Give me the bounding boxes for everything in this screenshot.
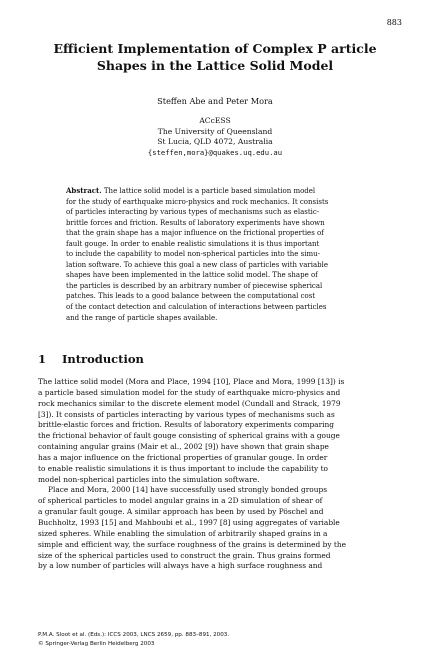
body-line: Place and Mora, 2000 [14] have successfully used strongly bonded groups (48, 485, 328, 495)
abstract-line (66, 186, 366, 197)
abstract-line: for the study of earthquake micro-physics and rock mechanics. It consists (66, 197, 329, 206)
body-line: size of the spherical particles used to construct the grain. Thus grains formed (38, 550, 331, 560)
abstract-line: the particles is described by an arbitrary number of piecewise spherical (66, 281, 323, 290)
body-line: has a major influence on the frictional properties of granular gouge. In order (38, 452, 328, 462)
affiliation-city: St Lucia, QLD 4072, Australia (157, 137, 273, 146)
body-line: by a low number of particles will always have a high surface roughness and (38, 561, 323, 571)
abstract-line: shapes have been implemented in the lattice solid model. The shape of (66, 271, 318, 280)
body-line: rock mechanics similar to the discrete element model (Cundall and Strack, 1979 (38, 398, 341, 408)
section-heading (38, 352, 144, 366)
title-line: Shapes in the Lattice Solid Model (96, 58, 334, 73)
body-line: a particle based simulation model for the study of earthquake micro-physics and (38, 387, 341, 397)
body-line: the frictional behavior of fault gouge consisting of spherical grains with a gouge (38, 431, 340, 441)
footer-copyright: © Springer-Verlag Berlin Heidelberg 2003 (38, 640, 155, 647)
body-line: containing angular grains (Mair et al., 2002 [9]) have shown that grain shape (38, 442, 329, 452)
body-line: brittle-elastic forces and friction. Results of laboratory experiments comparing (38, 420, 334, 430)
body-line: sized spheres. While enabling the simulation of arbitrarily shaped grains in a (38, 528, 328, 538)
affiliation-university: The University of Queensland (157, 126, 273, 136)
abstract-line: of particles interacting by various types of mechanisms such as elastic- (66, 208, 320, 217)
affiliation-org: ACcESS (199, 116, 231, 125)
abstract-text: The lattice solid model is a particle based simulation model (103, 187, 316, 195)
abstract-line: brittle forces and friction. Results of laboratory experiments have shown (66, 218, 325, 227)
body-line: model non-spherical particles into the simulation software. (38, 474, 260, 484)
footer (38, 631, 229, 648)
abstract-line: to include the capability to model non-spherical particles into the simu- (66, 250, 320, 259)
affiliation (0, 116, 430, 158)
section-number: 1 (38, 352, 47, 366)
paper-title (40, 40, 390, 74)
body-line: of spherical particles to model angular grains in a 2D simulation of shear of (38, 496, 323, 506)
abstract-label: Abstract. (66, 186, 102, 195)
abstract-line: of the contact detection and calculation of interactions between particles (66, 303, 327, 312)
body-line: [3]). It consists of particles interacting by various types of mechanisms such as (38, 409, 335, 419)
body-text (38, 377, 394, 572)
body-line: Buchholtz, 1993 [15] and Mahboubi et al., 1997 [8] using aggregates of variable (38, 517, 340, 527)
abstract-line: and the range of particle shapes available. (66, 313, 218, 322)
section-title: Introduction (62, 352, 144, 366)
title-line: Efficient Implementation of Complex P article (53, 41, 377, 56)
abstract-line: patches. This leads to a good balance between the computational cost (66, 292, 316, 301)
author-email: {steffen,mora}@quakes.uq.edu.au (147, 147, 283, 157)
footer-citation: P.M.A. Sloot et al. (Eds.): ICCS 2003, LNCS 2659, pp. 883–891, 2003. (38, 632, 230, 638)
abstract-line: fault gouge. In order to enable realistic simulations it is thus important (66, 239, 320, 248)
abstract-line: that the grain shape has a major influence on the frictional properties of (66, 229, 324, 238)
abstract (66, 186, 366, 323)
page-number: 883 (386, 18, 402, 27)
abstract-line: lation software. To achieve this goal a new class of particles with variable (66, 260, 329, 269)
body-line: a granular fault gouge. A similar approach has been by used by Pöschel and (38, 507, 324, 517)
body-line: The lattice solid model (Mora and Place, 1994 [10], Place and Mora, 1999 [13]) is (38, 377, 345, 386)
body-line: simple and efficient way, the surface roughness of the grains is determined by the (38, 539, 346, 549)
authors: Steffen Abe and Peter Mora (157, 96, 273, 106)
body-line: to enable realistic simulations it is thus important to include the capability to (38, 463, 329, 473)
